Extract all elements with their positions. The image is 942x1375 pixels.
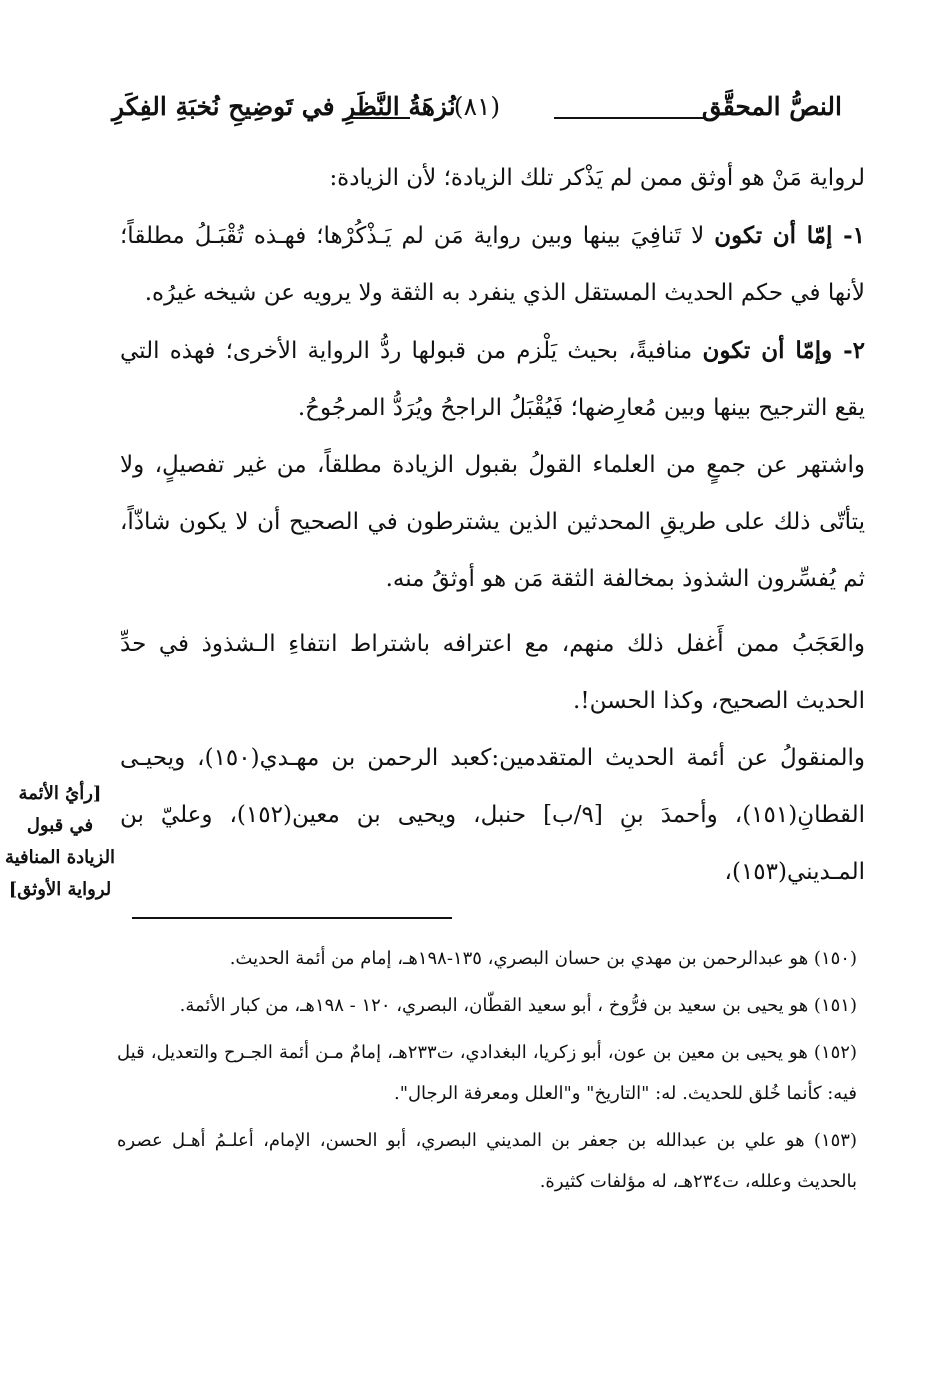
running-header [112, 92, 842, 132]
header-section-title: النصُّ المحقَّق [701, 92, 842, 121]
header-book-title: نُزهَةُ النَّظَرِ في تَوضِيحِ نُخبَةِ الفِكَرِ [112, 92, 456, 121]
item-text: منافيةً، بحيث يَلْزم من قبولها ردُّ الرواية الأخرى؛ فهذه التي يقع الترجيح بينها وبين مُعارِضها؛ فَيُقْبَلُ الراجحُ ويُرَدُّ المرجُوحُ. [120, 338, 865, 421]
footnote-separator [132, 917, 452, 919]
item-text: لا تَنافِيَ بينها وبين رواية مَن لم يَـذْكُرْها؛ فهـذه تُقْبَـلُ مطلقاً؛ لأنها في حكم الحديث المستقل الذي ينفرد به الثقة ولا يرويه عن شيخه غيرُه. [120, 223, 865, 306]
footnotes [117, 938, 857, 1208]
footnote: (١٥٣) هو علي بن عبدالله بن جعفر بن المديني البصري، أبو الحسن، الإمام، أعلـمُ أهـل عصره بالحديث وعلله، ت٢٣٤هـ، له مؤلفات كثيرة. [117, 1130, 857, 1192]
paragraph: والعَجَبُ ممن أَغفل ذلك منهم، مع اعترافه باشتراط انتفاءِ الـشذوذ في حدِّ الحديث الصحيح، وكذا الحسن!. [120, 631, 865, 714]
item-label: ١- إمّا أن تكون [714, 222, 865, 249]
paragraph: واشتهر عن جمعٍ من العلماء القولُ بقبول الزيادة مطلقاً، من غير تفصيلٍ، ولا يتأتّى ذلك على طريقِ المحدثين الذين يشترطون في الصحيح أن لا يكون شاذّاً، ثم يُفسِّرون الشذوذ بمخالفة الثقة مَن هو أوثقُ منه. [120, 452, 865, 592]
footnote: (١٥٢) هو يحيى بن معين بن عون، أبو زكريا، البغدادي، ت٢٣٣هـ، إمامٌ مـن أئمة الجـرح والتعديل، قيل فيه: كأنما خُلق للحديث. له: "التاريخ" و"العلل ومعرفة الرجال". [117, 1042, 857, 1104]
header-rule-right [554, 117, 704, 119]
list-item-2 [120, 322, 865, 437]
page-number: (٨١) [453, 92, 501, 121]
footnote: (١٥١) هو يحيى بن سعيد بن فرُّوخ ، أبو سعيد القطّان، البصري، ١٢٠ - ١٩٨هـ، من كبار الأئمة. [179, 995, 857, 1016]
main-text [120, 150, 865, 901]
margin-heading: [رأيُ الأئمة في قبول الزيادة المنافية لرواية الأوثق] [4, 783, 116, 900]
paragraph: والمنقولُ عن أئمة الحديث المتقدمين:كعبد الرحمن بن مهـدي(١٥٠)، ويحيـى القطانِ(١٥١)، وأحمدَ بنِ [٩/ب] حنبل، ويحيى بن معين(١٥٢)، وعليّ بن المـديني(١٥٣)، [120, 745, 866, 885]
paragraph: لرواية مَنْ هو أوثق ممن لم يَذْكر تلك الزيادة؛ لأن الزيادة: [329, 165, 865, 191]
item-label: ٢- وإمّا أن تكون [702, 337, 865, 364]
footnote: (١٥٠) هو عبدالرحمن بن مهدي بن حسان البصري، ١٣٥-١٩٨هـ، إمام من أئمة الحديث. [229, 948, 857, 969]
list-item-1 [120, 207, 865, 322]
